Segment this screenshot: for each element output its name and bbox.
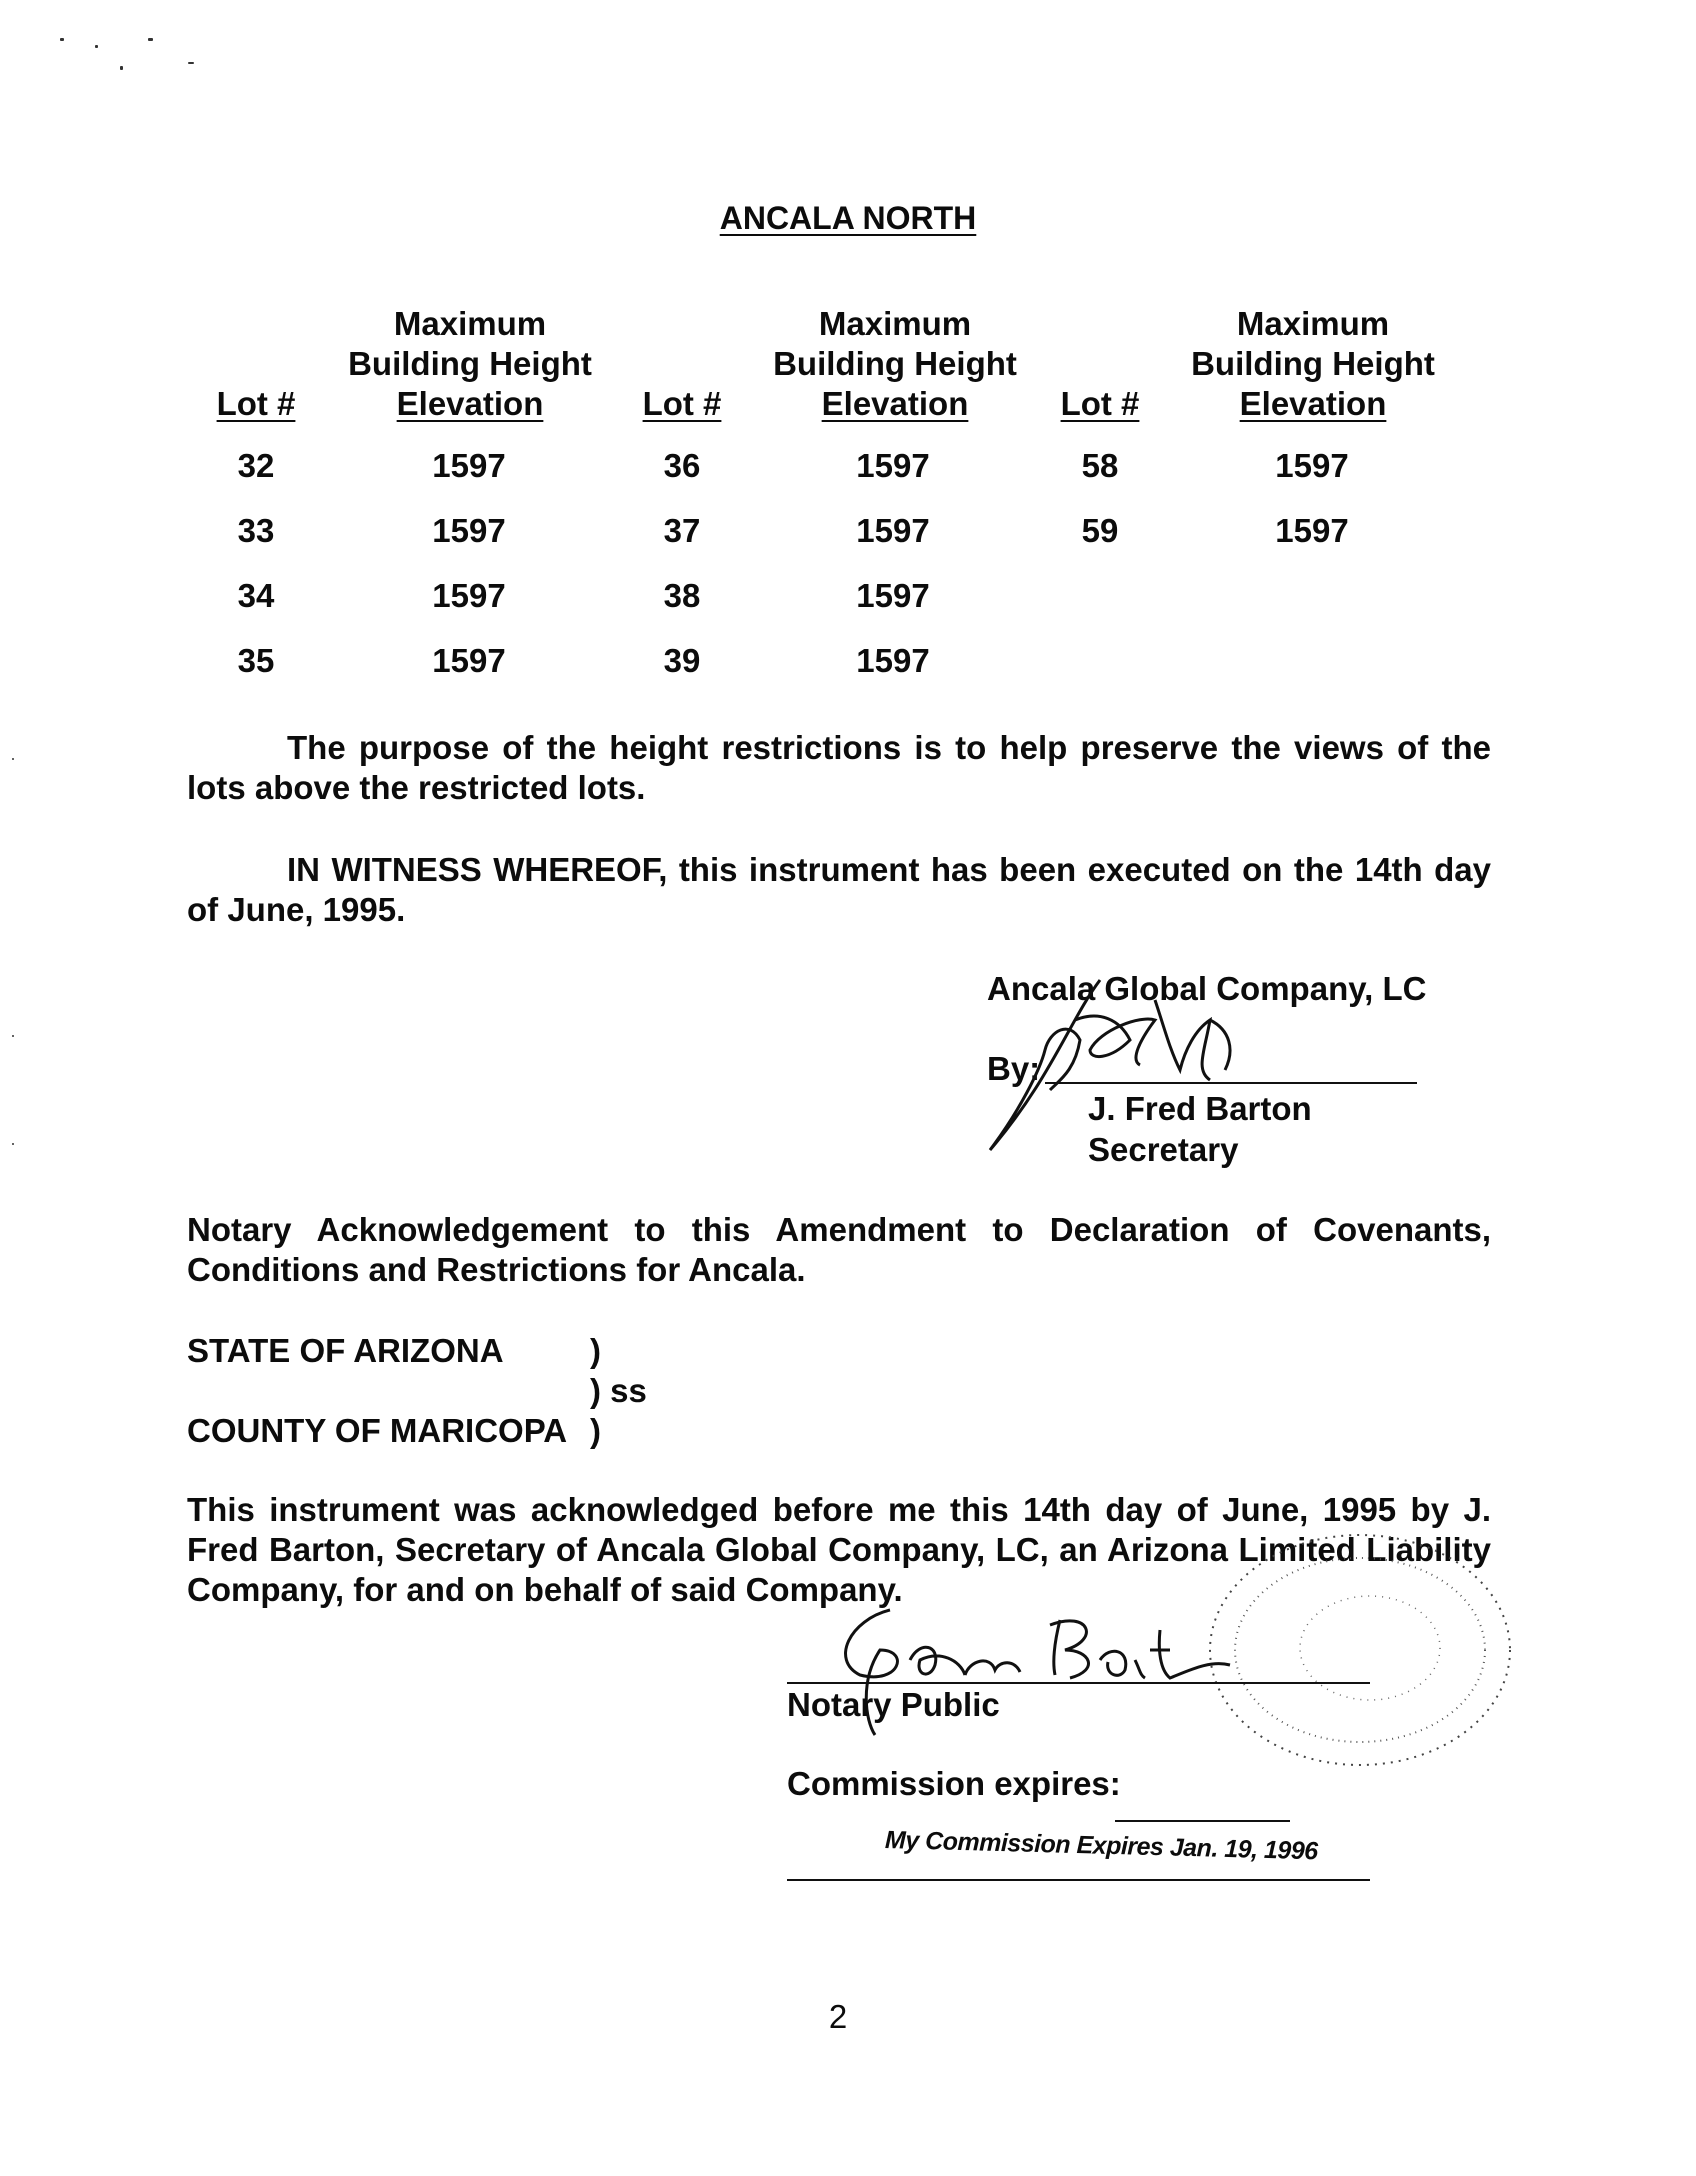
lot-number: 35 bbox=[237, 642, 275, 679]
elevation-value: 1597 bbox=[432, 577, 506, 614]
elevation-value: 1597 bbox=[432, 512, 506, 549]
notary-signature-line bbox=[787, 1682, 1370, 1684]
ss-label: ) ss bbox=[590, 1372, 647, 1409]
lot-number: 38 bbox=[663, 577, 701, 614]
by-label: By: bbox=[987, 1050, 1041, 1087]
signer-name: J. Fred Barton bbox=[1088, 1090, 1312, 1127]
purpose-paragraph: The purpose of the height restrictions is to help preserve the views of the lots above the restricted lots. bbox=[187, 729, 1491, 806]
height-header-2: Maximum Building Height Elevation bbox=[773, 305, 1017, 422]
lot-number: 39 bbox=[663, 642, 701, 679]
notary-acknowledgement: Notary Acknowledgement to this Amendment to Declaration of Covenants, Conditions and Restrictions for Ancala. bbox=[187, 1211, 1491, 1288]
company-name: Ancala Global Company, LC bbox=[987, 970, 1427, 1007]
witness-paragraph: IN WITNESS WHEREOF, this instrument has been executed on the 14th day of June, 1995. bbox=[187, 851, 1491, 928]
commission-line bbox=[787, 1879, 1370, 1881]
page-number: 2 bbox=[828, 1998, 848, 2035]
state-label: STATE OF ARIZONA bbox=[187, 1332, 504, 1369]
handwritten-signature bbox=[980, 960, 1280, 1160]
county-paren: ) bbox=[590, 1412, 601, 1449]
commission-label: Commission expires: bbox=[787, 1765, 1121, 1802]
county-label: COUNTY OF MARICOPA bbox=[187, 1412, 568, 1449]
lot-number: 34 bbox=[237, 577, 275, 614]
lot-number: 37 bbox=[663, 512, 701, 549]
height-header-1: Maximum Building Height Elevation bbox=[348, 305, 592, 422]
state-paren: ) bbox=[590, 1332, 601, 1369]
commission-stamp-rule bbox=[1115, 1820, 1290, 1822]
elevation-value: 1597 bbox=[1275, 512, 1349, 549]
lot-number: 58 bbox=[1081, 447, 1119, 484]
lot-header-2: Lot # bbox=[642, 385, 722, 422]
lot-number: 33 bbox=[237, 512, 275, 549]
notary-body: This instrument was acknowledged before me this 14th day of June, 1995 by J. Fred Barton, Secretary of Ancala Global Company, LC, an Arizona Limited Liability Company, for and on behalf of said Company. bbox=[187, 1491, 1491, 1608]
elevation-value: 1597 bbox=[856, 447, 930, 484]
elevation-value: 1597 bbox=[856, 512, 930, 549]
elevation-value: 1597 bbox=[1275, 447, 1349, 484]
lot-header-3: Lot # bbox=[1060, 385, 1140, 422]
elevation-value: 1597 bbox=[432, 447, 506, 484]
elevation-value: 1597 bbox=[432, 642, 506, 679]
elevation-value: 1597 bbox=[856, 577, 930, 614]
document-title: ANCALA NORTH bbox=[719, 200, 977, 236]
signer-title: Secretary bbox=[1088, 1131, 1239, 1168]
lot-number: 32 bbox=[237, 447, 275, 484]
height-header-3: Maximum Building Height Elevation bbox=[1191, 305, 1435, 422]
lot-number: 36 bbox=[663, 447, 701, 484]
elevation-value: 1597 bbox=[856, 642, 930, 679]
commission-stamp: My Commission Expires Jan. 19, 1996 bbox=[884, 1826, 1318, 1866]
lot-number: 59 bbox=[1081, 512, 1119, 549]
notary-public-label: Notary Public bbox=[787, 1686, 1000, 1723]
lot-header-1: Lot # bbox=[216, 385, 296, 422]
